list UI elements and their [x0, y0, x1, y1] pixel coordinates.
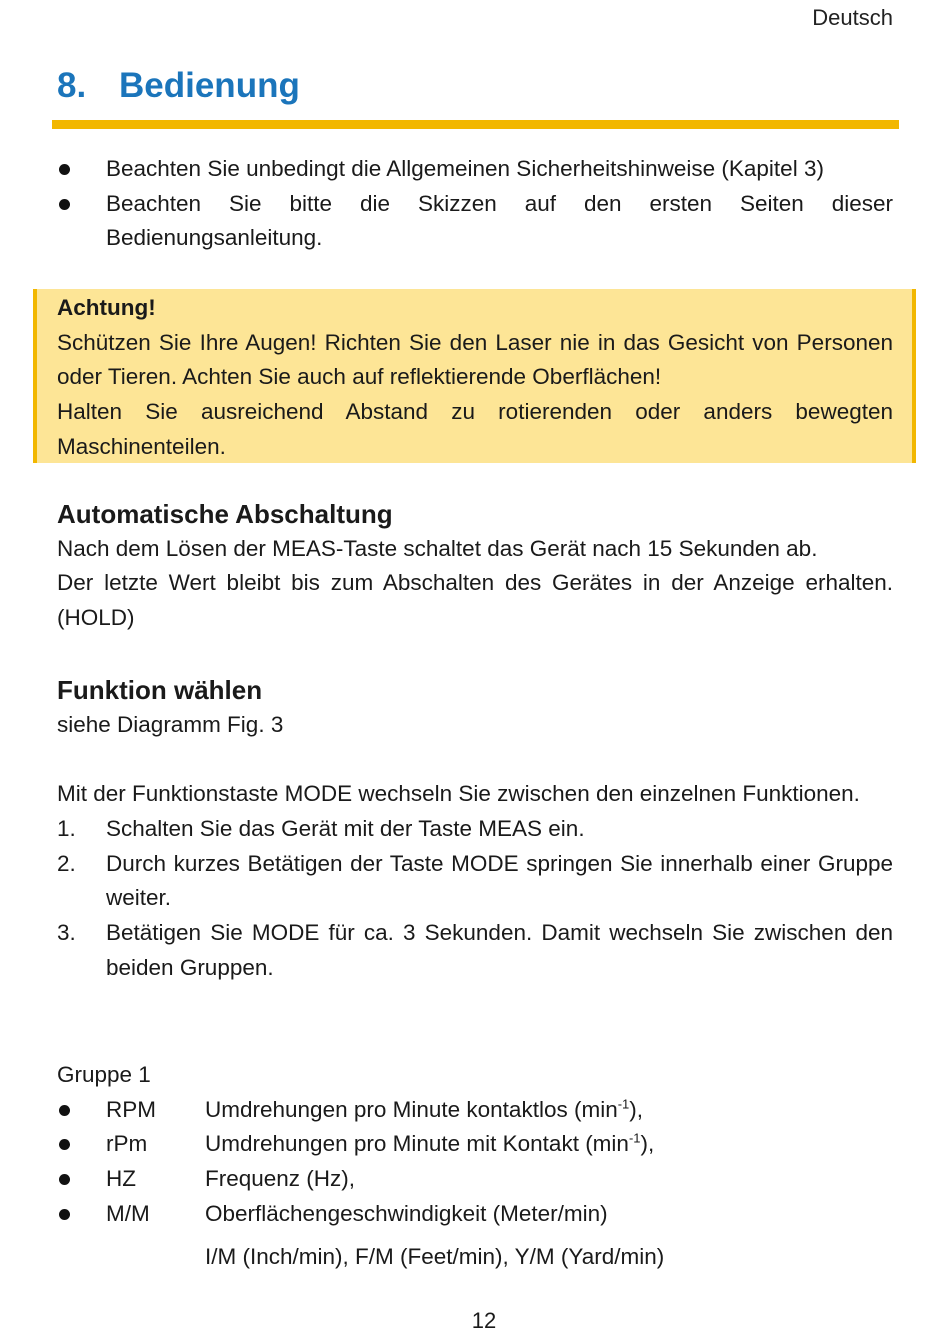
function-code: HZ — [106, 1166, 136, 1192]
paragraph: Mit der Funktionstaste MODE wechseln Sie zwischen den einzelnen Funktionen. — [57, 781, 860, 807]
chapter-title — [57, 66, 300, 106]
title-underline — [52, 120, 899, 129]
step-number: 1. — [57, 815, 76, 841]
chapter-number: 8. — [57, 66, 87, 105]
list-item — [57, 847, 893, 916]
list-item — [57, 1127, 893, 1162]
warning-box — [33, 289, 916, 463]
step-number: 2. — [57, 850, 76, 876]
paragraph: Nach dem Lösen der MEAS-Taste schaltet das Gerät nach 15 Sekunden ab. — [57, 535, 818, 561]
bullet-icon — [57, 1162, 106, 1197]
step-number: 3. — [57, 919, 76, 945]
section-heading: Funktion wählen — [57, 675, 263, 705]
function-description: Umdrehungen pro Minute kontaktlos $(\min^{-1})$, — [205, 1096, 644, 1122]
bullet-text: Beachten Sie unbedingt die Allgemeinen Sicherheitshinweise (Kapitel 3) — [106, 156, 824, 181]
section-heading: Automatische Abschaltung — [57, 499, 393, 529]
group-1-section — [57, 1058, 893, 1274]
paragraph: siehe Diagramm Fig. 3 — [57, 711, 284, 737]
bullet-icon — [57, 187, 106, 256]
paragraph: Der letzte Wert bleibt bis zum Abschalten des Gerätes in der Anzeige erhalten. (HOLD) — [57, 570, 893, 631]
list-item — [57, 187, 893, 256]
function-description: Frequenz (Hz), — [205, 1166, 356, 1192]
function-description: Umdrehungen pro Minute mit Kontakt $(\min^{-1})$, — [205, 1130, 655, 1157]
list-item — [57, 1162, 893, 1197]
function-code: rPm — [106, 1131, 148, 1157]
function-code: RPM — [106, 1096, 156, 1122]
bullet-icon — [57, 1093, 106, 1128]
group-title: Gruppe 1 — [57, 1062, 151, 1087]
list-item — [57, 812, 893, 847]
bullet-icon — [57, 1127, 106, 1162]
step-text: Durch kurzes Betätigen der Taste MODE springen Sie innerhalb einer Gruppe weiter. — [106, 850, 893, 911]
warning-title: Achtung! — [57, 295, 156, 320]
list-item — [57, 1240, 893, 1275]
chapter-name: Bedienung — [119, 66, 300, 105]
step-text: Betätigen Sie MODE für ca. 3 Sekunden. Damit wechseln Sie zwischen den beiden Gruppen. — [106, 919, 893, 980]
intro-bullet-list — [57, 152, 893, 256]
bullet-icon — [57, 152, 106, 187]
list-item — [57, 916, 893, 985]
bullet-icon — [57, 1197, 106, 1232]
function-description: Oberflächengeschwindigkeit (Meter/min) — [205, 1200, 608, 1226]
function-code: M/M — [106, 1200, 150, 1226]
list-item — [57, 152, 893, 187]
function-section — [57, 673, 893, 985]
auto-off-section — [57, 497, 893, 636]
unit-options: I/M (Inch/min), F/M (Feet/min), Y/M (Yard/min) — [205, 1243, 665, 1269]
language-label: Deutsch — [812, 5, 893, 30]
warning-text-2: Halten Sie ausreichend Abstand zu rotierenden oder anders bewegten Maschinenteilen. — [57, 399, 893, 459]
list-item — [57, 1197, 893, 1232]
step-text: Schalten Sie das Gerät mit der Taste MEAS ein. — [106, 815, 585, 841]
warning-text-1: Schützen Sie Ihre Augen! Richten Sie den Laser nie in das Gesicht von Personen oder Tieren. Achten Sie auch auf reflektierende Oberflächen! — [57, 329, 893, 390]
list-item — [57, 1093, 893, 1128]
bullet-text: Beachten Sie bitte die Skizzen auf den ersten Seiten dieser Bedienungsanleitung. — [106, 190, 893, 251]
page-number: 12 — [471, 1308, 497, 1333]
